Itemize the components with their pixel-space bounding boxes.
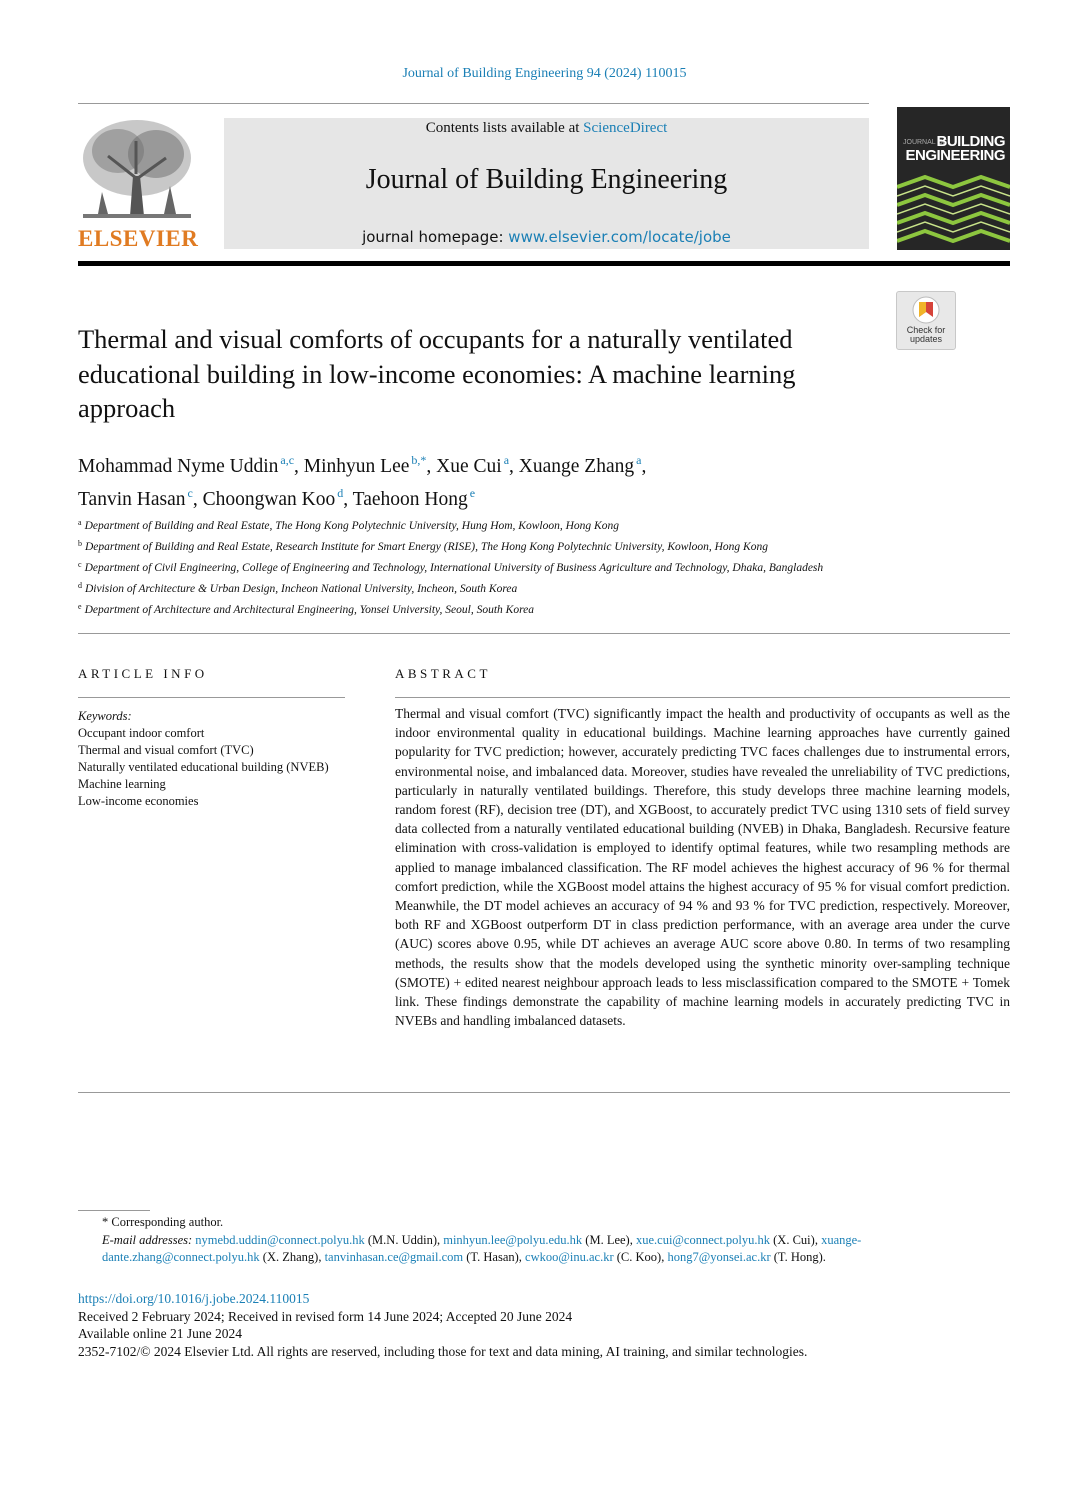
affiliation-item — [78, 598, 878, 619]
abstract-heading: ABSTRACT — [395, 666, 491, 681]
email-owner: (C. Koo) — [616, 1250, 662, 1264]
author-separator: , — [294, 456, 304, 477]
keywords-block — [78, 708, 338, 810]
author-affil-ref[interactable]: a — [636, 453, 642, 467]
email-link[interactable]: tanvinhasan.ce@gmail.com — [324, 1250, 464, 1264]
affiliation-text: Department of Building and Real Estate, The Hong Kong Polytechnic University, Hung Hom, Kowloon, Hong Kong — [84, 520, 619, 532]
affiliation-text: Department of Civil Engineering, College of Engineering and Technology, International University of Business Agriculture and Technology, Dhaka, Bangladesh — [84, 562, 824, 574]
email-owner: (X. Cui) — [773, 1232, 815, 1247]
author-affil-ref[interactable]: e — [469, 486, 476, 500]
abstract-text: Thermal and visual comfort (TVC) significantly impact the health and productivity of occupants as well as the indoor environmental quality in educational buildings. Machine learning approaches have currently gained popularity for TVC prediction; however, accurately predicting TVC faces challenges due to instrumental errors, environmental noise, and imbalanced data. Moreover, studies have revealed the unreliability of TVC predictions, particularly in naturally ventilated buildings. Therefore, this study develops three machine learning models, random forest (RF), decision tree (DT), and XGBoost, to accurately predict TVC using 1310 sets of field survey data collected from a naturally ventilated educational building (NVEB) in Dhaka, Bangladesh. Recursive feature elimination with cross-validation is employed to identify optimal features, while two resampling methods are applied to manage imbalanced classification. The RF model achieves the highest accuracy of 96 % for thermal comfort prediction, while the XGBoost model attains the highest accuracy of 95 % for visual comfort prediction. Meanwhile, the DT model achieves an accuracy of 94 % and 93 % for TVC prediction, respectively. Moreover, both RF and XGBoost outperform DT in class prediction performance, with an average area under the curve (AUC) scores above 0.95, while DT achieves an average AUC score above 0.80. In terms of two resampling methods, the results show that the models developed using the synthetic minority over-sampling technique (SMOTE) + edited nearest neighbour approach leads to less misclassification compared to the SMOTE + Tomek link. These findings demonstrate the capability of machine learning models in accurately predicting TVC in NVEBs and handling imbalanced datasets. — [395, 706, 1010, 1029]
homepage-link[interactable]: www.elsevier.com/locate/jobe — [508, 228, 731, 246]
email-link[interactable]: nymebd.uddin@connect.polyu.hk — [195, 1232, 365, 1247]
keyword-item: Naturally ventilated educational building (NVEB) — [78, 760, 329, 774]
email-link[interactable]: xuange-dante.zhang@connect.polyu.hk — [102, 1232, 862, 1264]
affiliation-text: Department of Architecture and Architectural Engineering, Yonsei University, Seoul, South Korea — [84, 604, 534, 616]
author-name[interactable]: Tanvin Hasan — [78, 489, 186, 510]
author-list — [78, 447, 978, 513]
copyright-notice: 2352-7102/© 2024 Elsevier Ltd. All rights are reserved, including those for text and data mining, AI training, and similar technologies. — [78, 1343, 808, 1359]
author-separator: , — [343, 489, 353, 510]
affiliation-text: Department of Building and Real Estate, Research Institute for Smart Energy (RISE), The Hong Kong Polytechnic University, Kowloon, Hong Kong — [85, 541, 768, 553]
keyword-item: Low-income economies — [78, 794, 199, 808]
article-info-heading: ARTICLE INFO — [78, 666, 208, 681]
article-title: Thermal and visual comforts of occupants for a naturally ventilated educational building in low-income economies: A machine learning approach — [78, 324, 796, 423]
check-label-line-2: updates — [909, 334, 943, 344]
doi-link[interactable]: https://doi.org/10.1016/j.jobe.2024.110015 — [78, 1291, 310, 1306]
author-separator: , — [641, 456, 647, 477]
article-info-rule — [78, 697, 345, 698]
check-updates-label — [897, 326, 955, 344]
contents-line — [224, 120, 869, 137]
publication-info — [78, 1290, 1013, 1360]
author-separator: , — [192, 489, 203, 510]
footnotes — [78, 1214, 1013, 1267]
affiliation-item — [78, 514, 878, 535]
keyword-item: Machine learning — [78, 777, 166, 791]
check-updates-icon — [897, 292, 955, 326]
journal-header-box — [224, 118, 869, 249]
journal-title: Journal of Building Engineering — [365, 164, 728, 195]
email-owner: (T. Hong). — [773, 1250, 826, 1264]
homepage-prefix: journal homepage: — [362, 228, 504, 246]
abstract-rule — [395, 697, 1010, 698]
contents-prefix: Contents lists available at — [425, 120, 580, 136]
keyword-item: Thermal and visual comfort (TVC) — [78, 743, 254, 757]
email-addresses: E-mail addresses: nymebd.uddin@connect.polyu.hk (M.N. Uddin), minhyun.lee@polyu.edu.hk (M. Lee), xue.cui@connect.polyu.hk (X. Cui), xuange-dante.zhang@connect.polyu.hk (X. Zhang), tanvinhasan.ce@gmail.com (T. Hasan), cwkoo@inu.ac.kr (C. Koo), hong7@yonsei.ac.kr (T. Hong). — [102, 1232, 862, 1264]
keyword-item: Occupant indoor comfort — [78, 726, 205, 740]
author-name[interactable]: Taehoon Hong — [352, 489, 468, 510]
email-link[interactable]: hong7@yonsei.ac.kr — [667, 1250, 771, 1264]
author-affil-ref[interactable]: c — [187, 486, 193, 500]
sciencedirect-link[interactable]: ScienceDirect — [583, 120, 668, 136]
check-label-line-1: Check for — [906, 325, 946, 335]
author-name[interactable]: Xue Cui — [436, 456, 502, 477]
cover-title-line-1: BUILDING — [936, 133, 1005, 150]
author-affil-ref[interactable]: a — [503, 453, 510, 467]
author-name[interactable]: Minhyun Lee — [303, 456, 410, 477]
affiliation-label: e — [78, 602, 82, 611]
author-separator: , — [509, 456, 519, 477]
affiliation-list — [78, 514, 878, 619]
affiliation-label: b — [78, 539, 82, 548]
email-link[interactable]: minhyun.lee@polyu.edu.hk — [443, 1232, 583, 1247]
email-link[interactable]: cwkoo@inu.ac.kr — [525, 1250, 614, 1264]
author-affil-ref[interactable]: b,* — [411, 453, 427, 467]
keywords-heading: Keywords: — [78, 709, 132, 723]
affiliation-text: Division of Architecture & Urban Design, Incheon National University, Incheon, South Korea — [85, 583, 518, 595]
affiliation-item — [78, 556, 878, 577]
email-link[interactable]: xue.cui@connect.polyu.hk — [635, 1232, 771, 1247]
cover-title-line-2: ENGINEERING — [905, 147, 1005, 164]
author-affil-ref[interactable]: a,c — [280, 453, 295, 467]
author-name[interactable]: Mohammad Nyme Uddin — [78, 456, 279, 477]
check-for-updates-badge[interactable] — [896, 291, 956, 350]
section-rule — [78, 633, 1010, 634]
affiliation-item — [78, 535, 878, 556]
author-affil-ref[interactable]: d — [337, 486, 344, 500]
affiliation-label: c — [78, 560, 82, 569]
header-rule — [78, 103, 869, 104]
author-name[interactable]: Xuange Zhang — [518, 456, 635, 477]
cover-pattern — [897, 107, 1010, 250]
email-label: E-mail addresses: — [102, 1232, 193, 1247]
received-dates: Received 2 February 2024; Received in revised form 14 June 2024; Accepted 20 June 2024 — [78, 1308, 573, 1324]
author-separator: , — [426, 456, 437, 477]
cover-subtitle: JOURNAL OF — [903, 139, 948, 146]
affiliation-label: d — [78, 581, 82, 590]
corresponding-author-note: * Corresponding author. — [102, 1215, 224, 1229]
footnote-rule — [78, 1210, 150, 1211]
affiliation-label: a — [78, 518, 82, 527]
available-online: Available online 21 June 2024 — [78, 1326, 242, 1341]
header-thick-rule — [78, 261, 1010, 266]
journal-citation[interactable]: Journal of Building Engineering 94 (2024) 110015 — [402, 66, 687, 81]
affiliation-item — [78, 577, 878, 598]
author-name[interactable]: Choongwan Koo — [202, 489, 336, 510]
abstract-end-rule — [78, 1092, 1010, 1093]
email-owner: (M.N. Uddin) — [367, 1232, 437, 1247]
elsevier-wordmark: ELSEVIER — [78, 226, 199, 251]
email-owner: (T. Hasan) — [466, 1250, 519, 1264]
email-owner: (X. Zhang) — [262, 1250, 319, 1264]
journal-cover[interactable] — [897, 107, 1010, 250]
homepage-line — [224, 228, 869, 246]
email-owner: (M. Lee) — [585, 1232, 630, 1247]
